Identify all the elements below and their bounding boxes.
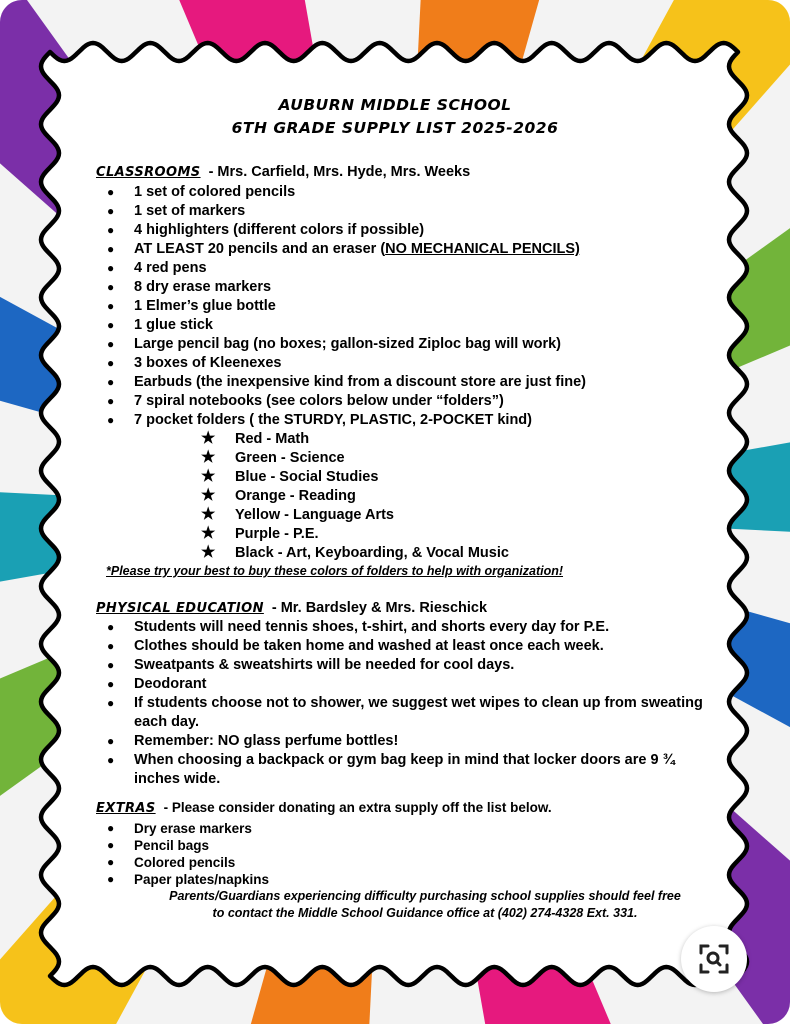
bullet-icon: ● bbox=[107, 620, 115, 634]
visual-search-button[interactable] bbox=[681, 926, 747, 992]
bullet-icon: ● bbox=[107, 280, 115, 294]
bullet-icon: ● bbox=[107, 872, 115, 886]
bullet-icon: ● bbox=[107, 375, 115, 389]
bullet-icon: ● bbox=[107, 185, 115, 199]
list-item: ● Large pencil bag (no boxes; gallon-sized Ziploc bag will work) bbox=[107, 336, 561, 352]
bullet-icon: ● bbox=[107, 658, 115, 672]
bullet-icon: ● bbox=[107, 337, 115, 351]
bullet-icon: ● bbox=[107, 204, 115, 218]
bullet-icon: ● bbox=[107, 821, 115, 835]
folder-color-item: ★ Purple - P.E. bbox=[201, 525, 319, 542]
star-icon: ★ bbox=[201, 487, 216, 504]
bullet-icon: ● bbox=[107, 753, 115, 767]
classrooms-heading: CLASSROOMS bbox=[96, 165, 201, 180]
folder-color-item: ★ Green - Science bbox=[201, 449, 345, 466]
school-name: AUBURN MIDDLE SCHOOL bbox=[278, 96, 512, 114]
bullet-icon: ● bbox=[107, 639, 115, 653]
list-item: ● 7 pocket folders ( the STURDY, PLASTIC, 2-POCKET kind) bbox=[107, 412, 532, 428]
star-icon: ★ bbox=[201, 468, 216, 485]
assistance-note-line2: to contact the Middle School Guidance office at (402) 274-4328 Ext. 331. bbox=[212, 906, 638, 920]
bullet-icon: ● bbox=[107, 855, 115, 869]
folder-color-item: ★ Red - Math bbox=[201, 430, 310, 447]
bullet-icon: ● bbox=[107, 242, 115, 256]
classroom-supplies-list bbox=[96, 183, 586, 430]
folder-color-item: ★ Yellow - Language Arts bbox=[201, 506, 394, 523]
bullet-icon: ● bbox=[107, 413, 115, 427]
list-item: ● 4 highlighters (different colors if possible) bbox=[107, 222, 425, 238]
list-item: ● Remember: NO glass perfume bottles! bbox=[107, 733, 399, 749]
extras-heading: EXTRAS bbox=[96, 801, 156, 816]
folder-color-item: ★ Orange - Reading bbox=[201, 487, 356, 504]
list-item: ● Earbuds (the inexpensive kind from a discount store are just fine) bbox=[107, 374, 587, 390]
list-item: ● 1 set of markers bbox=[107, 203, 246, 219]
list-item: ● 3 boxes of Kleenexes bbox=[107, 355, 282, 371]
star-icon: ★ bbox=[201, 449, 216, 466]
list-item: ● When choosing a backpack or gym bag keep in mind that locker doors are 9 ¾ inches wide. bbox=[107, 752, 675, 787]
classrooms-header bbox=[96, 164, 470, 180]
folder-color-item: ★ Black - Art, Keyboarding, & Vocal Music bbox=[201, 544, 509, 561]
list-item: ● 8 dry erase markers bbox=[107, 279, 272, 295]
bullet-icon: ● bbox=[107, 734, 115, 748]
list-item: ● AT LEAST 20 pencils and an eraser (NO MECHANICAL PENCILS) bbox=[107, 241, 580, 257]
pe-teachers: - Mr. Bardsley & Mrs. Rieschick bbox=[271, 600, 488, 616]
list-item: ● Pencil bags bbox=[107, 838, 210, 853]
folder-colors-list bbox=[201, 430, 509, 563]
bullet-icon: ● bbox=[107, 838, 115, 852]
star-icon: ★ bbox=[201, 506, 216, 523]
no-mechanical-pencils-warning: NO MECHANICAL PENCILS) bbox=[385, 241, 580, 257]
pe-heading: PHYSICAL EDUCATION bbox=[96, 601, 264, 616]
bullet-icon: ● bbox=[107, 318, 115, 332]
list-item: ● If students choose not to shower, we suggest wet wipes to clean up from sweating each day. bbox=[107, 695, 703, 730]
list-item: ● 7 spiral notebooks (see colors below under “folders”) bbox=[107, 393, 504, 409]
extras-intro: - Please consider donating an extra supply off the list below. bbox=[163, 800, 552, 815]
list-item: ● Paper plates/napkins bbox=[107, 872, 270, 887]
pe-header bbox=[96, 600, 487, 616]
extras-list bbox=[96, 820, 269, 888]
bullet-icon: ● bbox=[107, 261, 115, 275]
list-title: 6TH GRADE SUPPLY LIST 2025-2026 bbox=[231, 119, 559, 137]
bullet-icon: ● bbox=[107, 696, 115, 710]
list-item: ● Sweatpants & sweatshirts will be needed for cool days. bbox=[107, 657, 515, 673]
bullet-icon: ● bbox=[107, 299, 115, 313]
classrooms-teachers: - Mrs. Carfield, Mrs. Hyde, Mrs. Weeks bbox=[208, 164, 471, 180]
list-item: ● 1 Elmer’s glue bottle bbox=[107, 298, 276, 314]
list-item: ● Clothes should be taken home and washed at least once each week. bbox=[107, 638, 604, 654]
list-item: ● Deodorant bbox=[107, 676, 207, 692]
star-icon: ★ bbox=[201, 544, 216, 561]
bullet-icon: ● bbox=[107, 394, 115, 408]
assistance-note-line1: Parents/Guardians experiencing difficulty purchasing school supplies should feel free bbox=[169, 889, 681, 903]
bullet-icon: ● bbox=[107, 677, 115, 691]
star-icon: ★ bbox=[201, 430, 216, 447]
list-item: ● 4 red pens bbox=[107, 260, 207, 276]
bullet-icon: ● bbox=[107, 356, 115, 370]
bullet-icon: ● bbox=[107, 223, 115, 237]
zoom-lens-icon bbox=[698, 943, 730, 975]
list-item: ● Students will need tennis shoes, t-shirt, and shorts every day for P.E. bbox=[107, 619, 610, 635]
pe-requirements-list bbox=[96, 618, 716, 789]
extras-header bbox=[96, 800, 552, 816]
folder-color-item: ★ Blue - Social Studies bbox=[201, 468, 379, 485]
list-item: ● Dry erase markers bbox=[107, 821, 252, 836]
list-item: ● 1 glue stick bbox=[107, 317, 213, 333]
folder-colors-note: *Please try your best to buy these colors of folders to help with organization! bbox=[106, 564, 564, 578]
list-item: ● Colored pencils bbox=[107, 855, 236, 870]
star-icon: ★ bbox=[201, 525, 216, 542]
list-item: ● 1 set of colored pencils bbox=[107, 184, 296, 200]
